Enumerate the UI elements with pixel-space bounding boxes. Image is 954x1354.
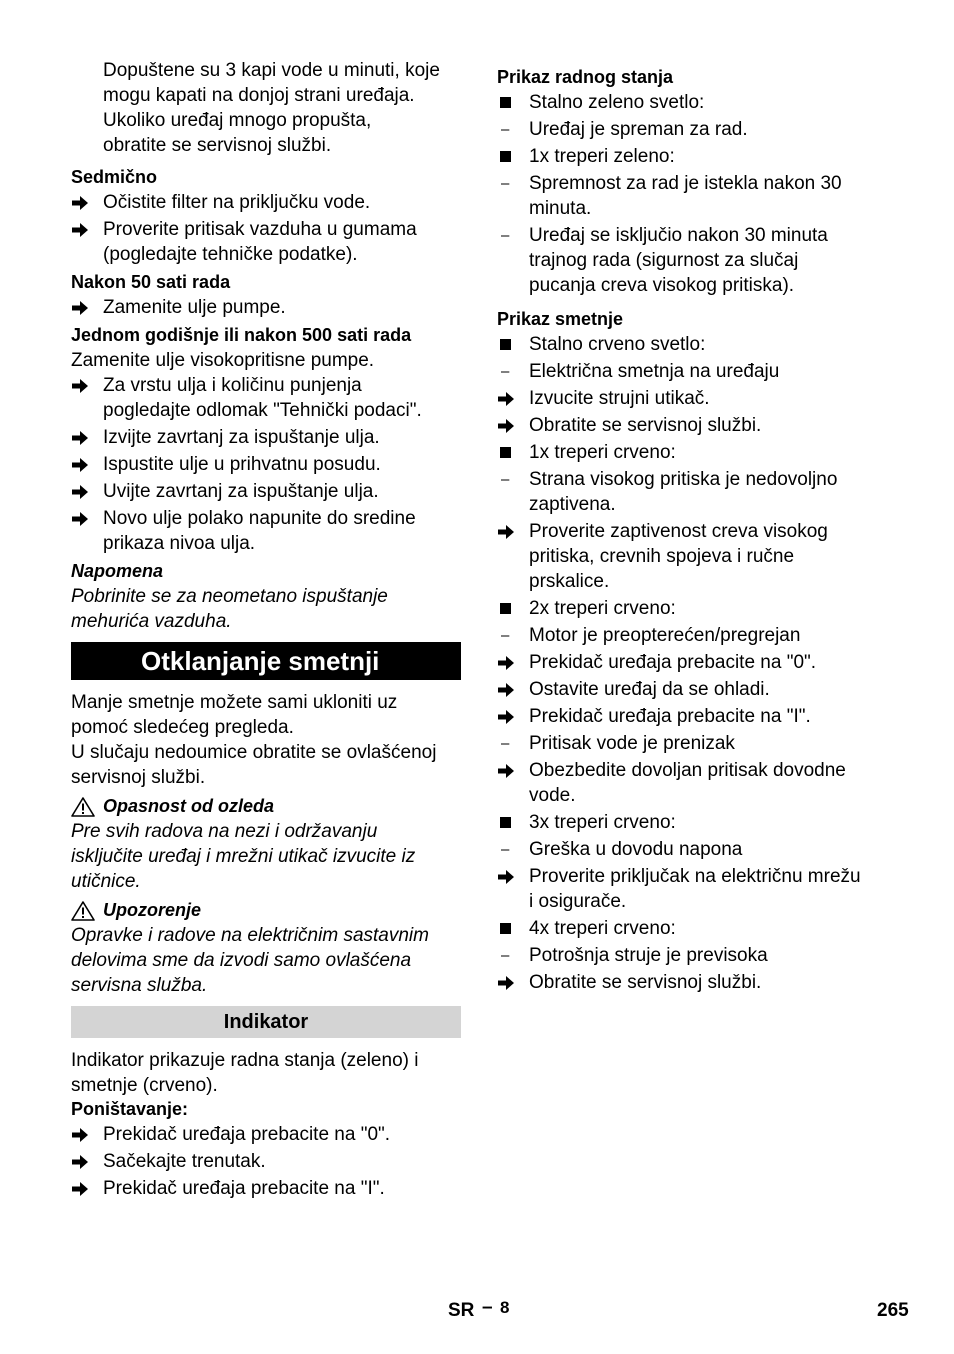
list-item-text: Proverite priključak na električnu mrežu xyxy=(529,866,861,887)
list-item-text: Za vrstu ulja i količinu punjenja xyxy=(103,375,362,396)
list-item-text: Uređaj je spreman za rad. xyxy=(529,119,748,140)
footer-section-page: 8 xyxy=(500,1298,510,1317)
list-item-text: Sačekajte trenutak. xyxy=(103,1151,266,1172)
yearly-heading: Jednom godišnje ili nakon 500 sati rada xyxy=(71,325,412,345)
list-item-text: 2x treperi crveno: xyxy=(529,598,676,619)
list-item xyxy=(497,731,897,756)
list-item-text: Spremnost za rad je istekla nakon 30 xyxy=(529,173,842,194)
arrow-right-icon xyxy=(71,1176,97,1197)
text-line: Dopuštene su 3 kapi vode u minuti, koje xyxy=(103,60,440,81)
dash-bullet-icon: – xyxy=(501,363,510,380)
list-item xyxy=(71,1122,461,1147)
list-item xyxy=(497,810,897,835)
arrow-right-icon xyxy=(71,1149,97,1170)
dash-bullet-icon: – xyxy=(501,227,510,244)
arrow-right-icon xyxy=(497,650,523,671)
note-line: mehurića vazduha. xyxy=(71,611,232,632)
list-item-text: 3x treperi crveno: xyxy=(529,812,676,833)
list-item xyxy=(497,623,897,648)
list-item-text: Očistite filter na priključku vode. xyxy=(103,192,371,213)
warning-line: servisna služba. xyxy=(71,975,208,996)
arrow-right-icon xyxy=(497,677,523,698)
list-item xyxy=(71,506,461,556)
warning-line: Opravke i radove na električnim sastavnim xyxy=(71,925,429,946)
list-item-text: Novo ulje polako napunite do sredine xyxy=(103,508,416,529)
note-heading: Napomena xyxy=(71,561,164,581)
list-item xyxy=(497,171,897,221)
page-number: 265 xyxy=(877,1300,909,1321)
arrow-right-icon xyxy=(71,425,97,446)
list-item-text: Stalno crveno svetlo: xyxy=(529,334,706,355)
list-item xyxy=(497,704,897,729)
square-bullet-icon xyxy=(497,596,523,614)
warning-triangle-icon xyxy=(71,797,95,817)
list-item xyxy=(497,837,897,862)
list-item-text: Proverite pritisak vazduha u gumama xyxy=(103,219,417,240)
text-line: obratite se servisnoj službi. xyxy=(103,135,332,156)
square-bullet-icon xyxy=(497,144,523,162)
list-item-text: Prekidač uređaja prebacite na "0". xyxy=(529,652,817,673)
list-item-text: 1x treperi zeleno: xyxy=(529,146,675,167)
list-item-text: minuta. xyxy=(529,198,592,219)
list-item-text: Prekidač uređaja prebacite na "0". xyxy=(103,1124,391,1145)
dash-bullet-icon: – xyxy=(501,627,510,644)
danger-heading-row xyxy=(71,794,461,819)
list-item-text: pogledajte odlomak "Tehnički podaci". xyxy=(103,400,422,421)
list-item xyxy=(497,758,897,808)
list-item-text: Obratite se servisnoj službi. xyxy=(529,972,762,993)
square-bullet-icon xyxy=(497,810,523,828)
list-item-text: prskalice. xyxy=(529,571,610,592)
arrow-right-icon xyxy=(71,479,97,500)
dash-bullet-icon: – xyxy=(501,947,510,964)
list-item-text: 4x treperi crveno: xyxy=(529,918,676,939)
left-column xyxy=(71,58,461,1203)
list-item-text: Prekidač uređaja prebacite na "I". xyxy=(103,1178,385,1199)
list-item xyxy=(71,190,461,215)
arrow-right-icon xyxy=(497,519,523,540)
arrow-right-icon xyxy=(497,704,523,725)
list-item-text: (pogledajte tehničke podatke). xyxy=(103,244,358,265)
list-item-text: trajnog rada (sigurnost za slučaj xyxy=(529,250,799,271)
warning-heading: Upozorenje xyxy=(103,900,202,920)
fault-list xyxy=(497,332,897,995)
arrow-right-icon xyxy=(497,970,523,991)
list-item xyxy=(497,596,897,621)
dash-bullet-icon: – xyxy=(501,735,510,752)
note-line: Pobrinite se za neometano ispuštanje xyxy=(71,586,388,607)
intro-paragraph xyxy=(71,58,461,158)
list-item-text: Ispustite ulje u prihvatnu posudu. xyxy=(103,454,381,475)
arrow-right-icon xyxy=(71,190,97,211)
list-item-text: Proverite zaptivenost creva visokog xyxy=(529,521,828,542)
danger-line: isključite uređaj i mrežni utikač izvucite iz xyxy=(71,846,416,867)
dash-bullet-icon: – xyxy=(501,841,510,858)
list-item-text: zaptivena. xyxy=(529,494,616,515)
fault-heading: Prikaz smetnje xyxy=(497,309,624,329)
list-item xyxy=(497,943,897,968)
list-item-text: prikaza nivoa ulja. xyxy=(103,533,256,554)
list-item-text: Uređaj se isključio nakon 30 minuta xyxy=(529,225,828,246)
arrow-right-icon xyxy=(71,1122,97,1143)
yearly-list xyxy=(71,373,461,556)
list-item xyxy=(71,373,461,423)
footer-separator: – xyxy=(482,1297,493,1318)
list-item-text: Zamenite ulje pumpe. xyxy=(103,297,286,318)
reset-heading: Poništavanje: xyxy=(71,1099,189,1119)
list-item-text: Motor je preopterećen/pregrejan xyxy=(529,625,801,646)
list-item xyxy=(497,864,897,914)
warning-triangle-icon xyxy=(71,901,95,921)
section-intro-line: Manje smetnje možete sami ukloniti uz xyxy=(71,692,398,713)
arrow-right-icon xyxy=(71,452,97,473)
dash-bullet-icon: – xyxy=(501,121,510,138)
list-item-text: pritiska, crevnih spojeva i ručne xyxy=(529,546,795,567)
list-item xyxy=(497,916,897,941)
list-item-text: Električna smetnja na uređaju xyxy=(529,361,780,382)
footer-language-code: SR xyxy=(448,1300,475,1321)
section-intro-line: pomoć sledećeg pregleda. xyxy=(71,717,294,738)
list-item-text: Strana visokog pritiska je nedovoljno xyxy=(529,469,838,490)
warning-heading-row xyxy=(71,898,461,923)
warning-line: delovima sme da izvodi samo ovlašćena xyxy=(71,950,412,971)
list-item xyxy=(497,413,897,438)
list-item xyxy=(497,90,897,115)
weekly-heading: Sedmično xyxy=(71,167,158,187)
arrow-right-icon xyxy=(497,758,523,779)
list-item xyxy=(497,144,897,169)
status-heading: Prikaz radnog stanja xyxy=(497,67,674,87)
square-bullet-icon xyxy=(497,916,523,934)
indicator-title: Indikator xyxy=(71,1006,461,1038)
indicator-text: smetnje (crveno). xyxy=(71,1075,218,1096)
section-intro-line: servisnoj službi. xyxy=(71,767,206,788)
arrow-right-icon xyxy=(71,217,97,238)
list-item-text: Prekidač uređaja prebacite na "I". xyxy=(529,706,811,727)
section-title: Otklanjanje smetnji xyxy=(71,642,461,680)
danger-line: utičnice. xyxy=(71,871,141,892)
list-item xyxy=(71,217,461,267)
arrow-right-icon xyxy=(497,864,523,885)
list-item-text: 1x treperi crveno: xyxy=(529,442,676,463)
reset-list xyxy=(71,1122,461,1201)
list-item-text: Izvijte zavrtanj za ispuštanje ulja. xyxy=(103,427,380,448)
list-item xyxy=(71,452,461,477)
list-item xyxy=(497,970,897,995)
list-item xyxy=(71,1176,461,1201)
status-list xyxy=(497,90,897,298)
weekly-list xyxy=(71,190,461,267)
arrow-right-icon xyxy=(71,295,97,316)
arrow-right-icon xyxy=(71,506,97,527)
list-item xyxy=(71,425,461,450)
list-item xyxy=(71,479,461,504)
arrow-right-icon xyxy=(497,413,523,434)
right-column xyxy=(497,58,897,997)
square-bullet-icon xyxy=(497,332,523,350)
list-item xyxy=(497,440,897,465)
list-item xyxy=(497,223,897,298)
list-item-text: Potrošnja struje je previsoka xyxy=(529,945,768,966)
list-item-text: Uvijte zavrtanj za ispuštanje ulja. xyxy=(103,481,379,502)
after50-heading: Nakon 50 sati rada xyxy=(71,272,231,292)
arrow-right-icon xyxy=(71,373,97,394)
dash-bullet-icon: – xyxy=(501,471,510,488)
danger-heading: Opasnost od ozleda xyxy=(103,796,275,816)
square-bullet-icon xyxy=(497,440,523,458)
arrow-right-icon xyxy=(497,386,523,407)
list-item xyxy=(497,386,897,411)
list-item xyxy=(71,295,461,320)
list-item-text: Obezbedite dovoljan pritisak dovodne xyxy=(529,760,846,781)
list-item-text: Pritisak vode je prenizak xyxy=(529,733,735,754)
list-item xyxy=(497,519,897,594)
indicator-text: Indikator prikazuje radna stanja (zeleno) i xyxy=(71,1050,419,1071)
danger-line: Pre svih radova na nezi i održavanju xyxy=(71,821,378,842)
list-item-text: Izvucite strujni utikač. xyxy=(529,388,710,409)
list-item-text: vode. xyxy=(529,785,576,806)
list-item-text: Obratite se servisnoj službi. xyxy=(529,415,762,436)
dash-bullet-icon: – xyxy=(501,175,510,192)
list-item-text: pucanja creva visokog pritiska). xyxy=(529,275,795,296)
section-intro-line: U slučaju nedoumice obratite se ovlašćenoj xyxy=(71,742,437,763)
after50-list xyxy=(71,295,461,320)
list-item-text: Stalno zeleno svetlo: xyxy=(529,92,705,113)
text-line: Ukoliko uređaj mnogo propušta, xyxy=(103,110,372,131)
list-item xyxy=(497,677,897,702)
list-item xyxy=(497,332,897,357)
text-line: mogu kapati na donjoj strani uređaja. xyxy=(103,85,415,106)
list-item xyxy=(497,467,897,517)
list-item-text: Greška u dovodu napona xyxy=(529,839,743,860)
list-item-text: i osigurače. xyxy=(529,891,627,912)
list-item xyxy=(71,1149,461,1174)
list-item xyxy=(497,359,897,384)
list-item xyxy=(497,650,897,675)
square-bullet-icon xyxy=(497,90,523,108)
yearly-text: Zamenite ulje visokopritisne pumpe. xyxy=(71,350,375,371)
list-item xyxy=(497,117,897,142)
list-item-text: Ostavite uređaj da se ohladi. xyxy=(529,679,770,700)
